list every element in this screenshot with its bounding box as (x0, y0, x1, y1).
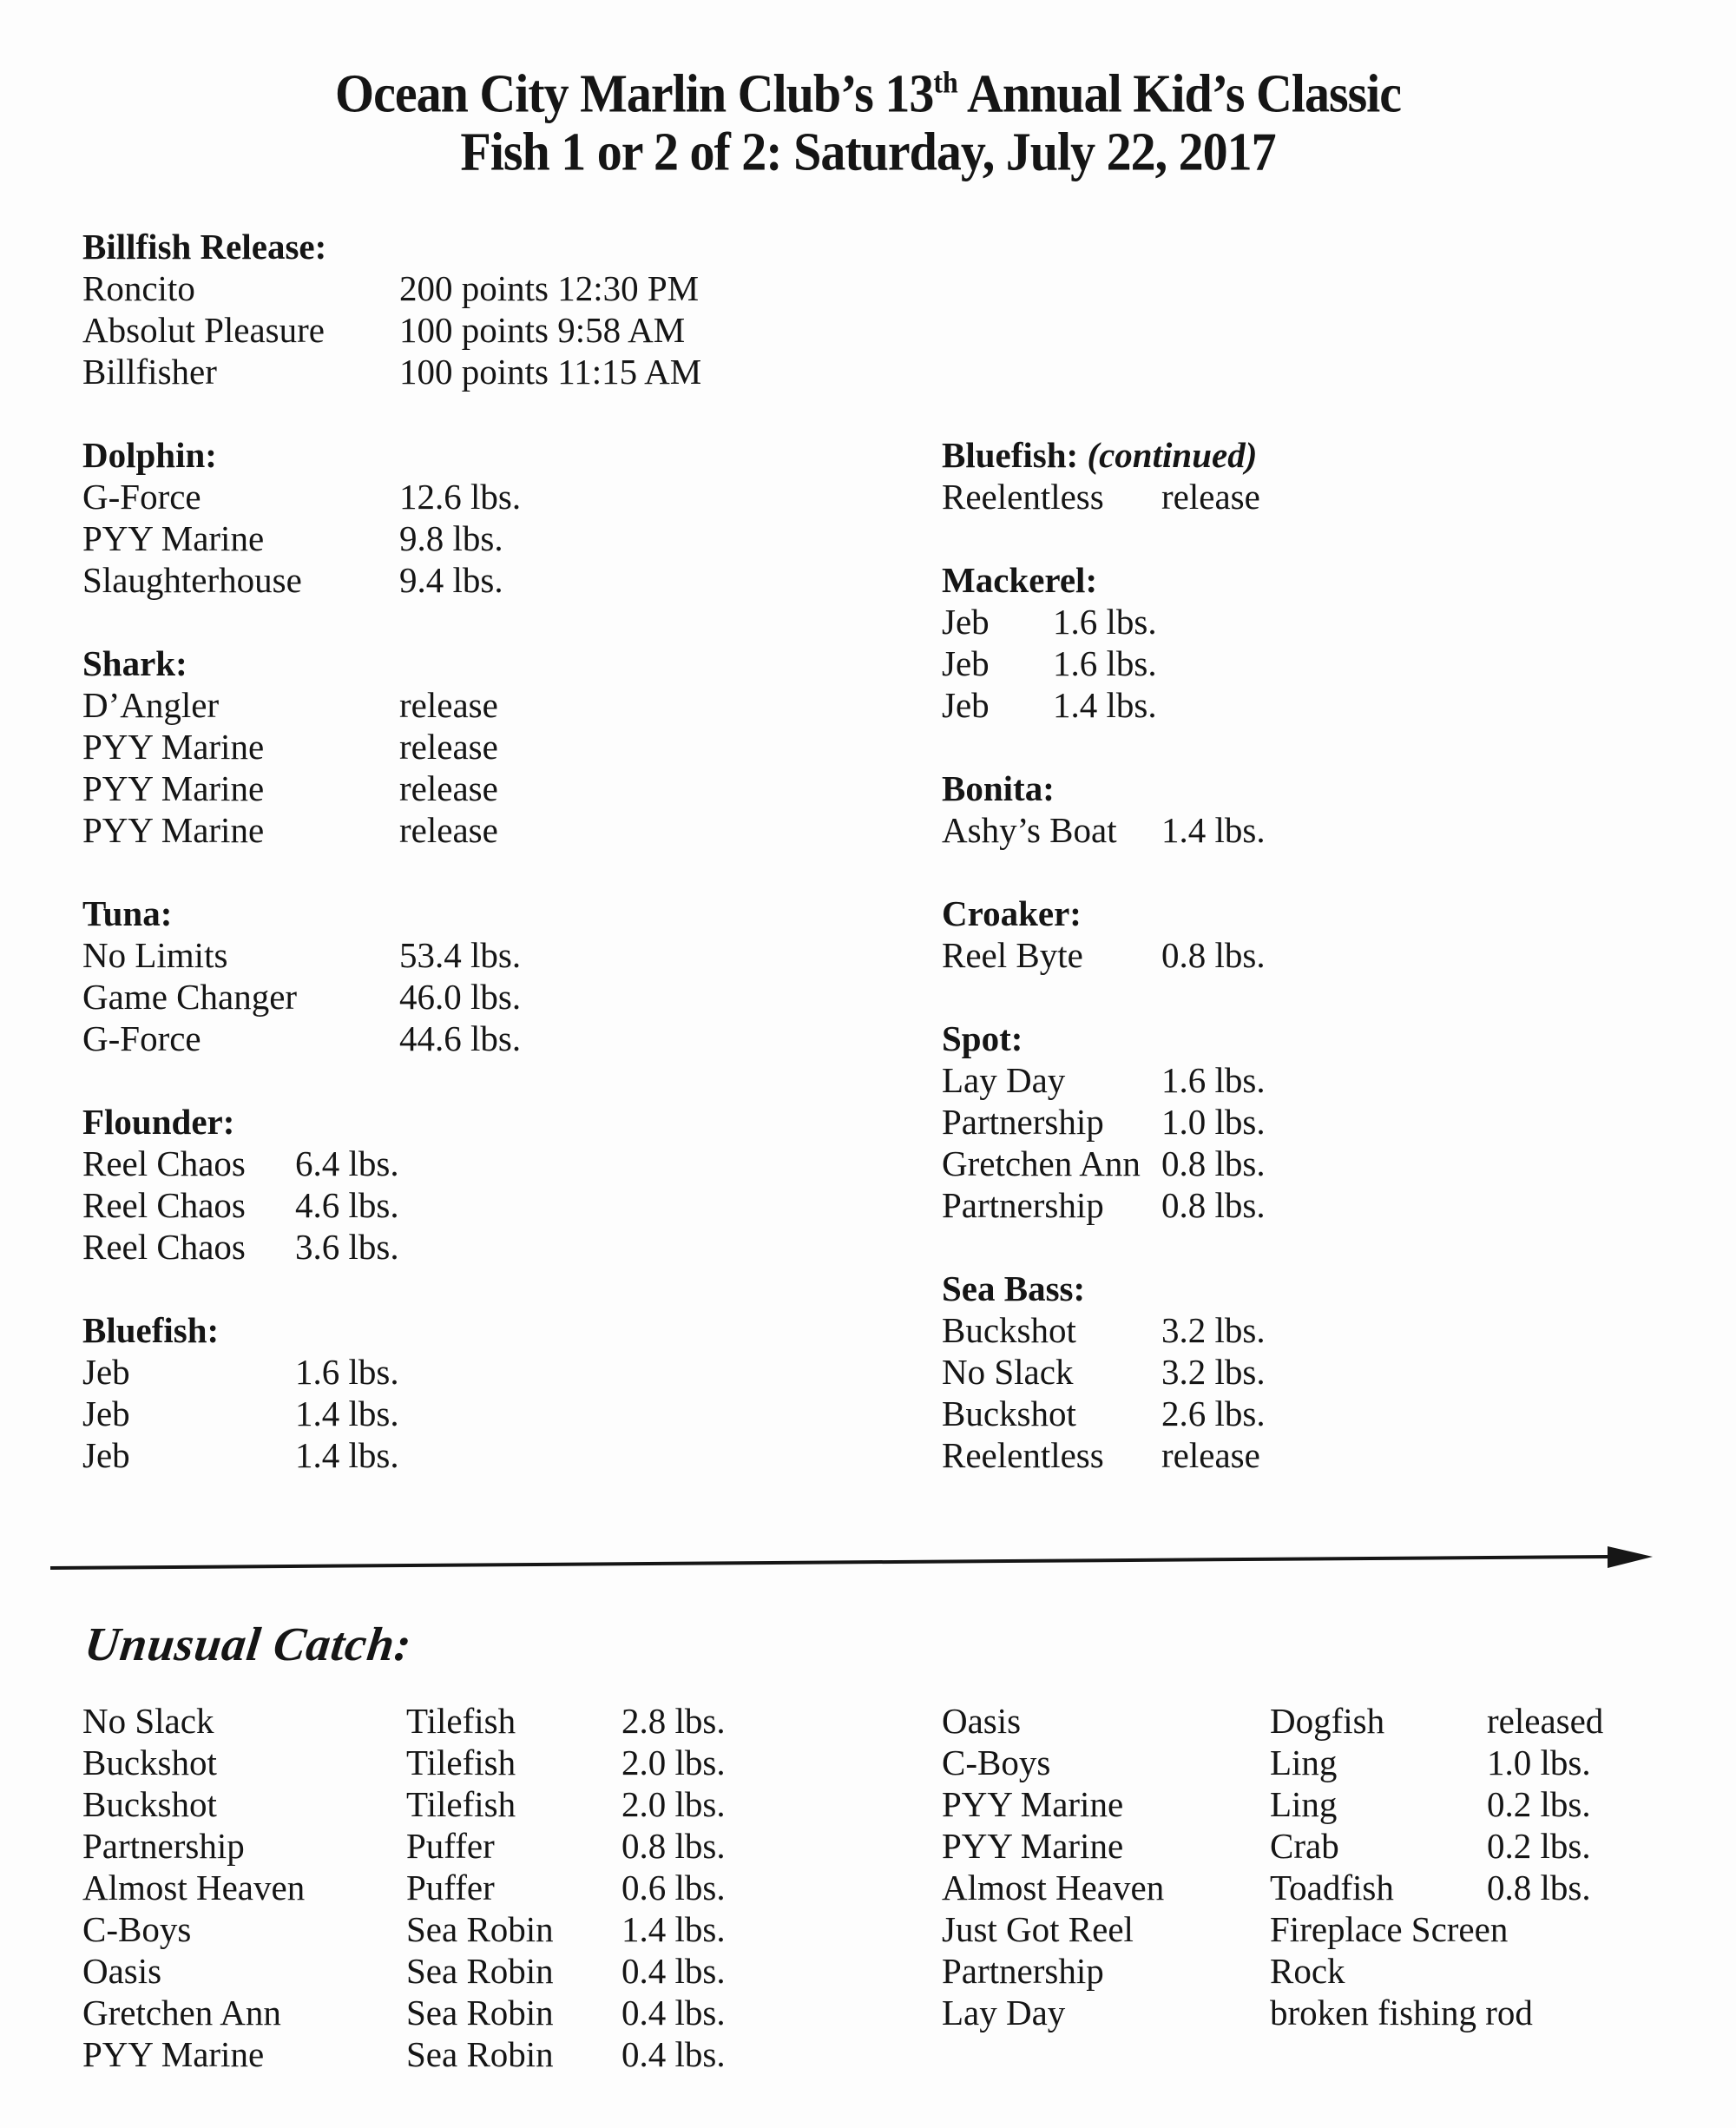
section-heading: Shark: (82, 643, 187, 683)
species-name: Puffer (406, 1826, 495, 1866)
result-value: 2.6 lbs. (1161, 1393, 1266, 1433)
boat-name: Lay Day (942, 1060, 1066, 1100)
species-name: Ling (1270, 1784, 1338, 1824)
section-bluefish (82, 1309, 898, 1476)
section-heading: Bluefish: (82, 1310, 220, 1350)
boat-name: Jeb (82, 1393, 130, 1433)
section-rows (82, 267, 898, 392)
boat-name: PYY Marine (82, 768, 265, 808)
section-rows (942, 809, 1706, 851)
section-heading: Sea Bass: (942, 1268, 1086, 1308)
result-value: 2.0 lbs. (621, 1784, 726, 1824)
result-value: 200 points 12:30 PM (399, 268, 700, 308)
boat-name: PYY Marine (942, 1784, 1124, 1824)
section-heading: Tuna: (82, 893, 173, 933)
species-name: Rock (1270, 1951, 1345, 1991)
result-value: 44.6 lbs. (399, 1018, 522, 1058)
result-row (942, 1101, 1706, 1143)
species-name: Sea Robin (406, 1951, 554, 1991)
boat-name: Oasis (942, 1701, 1022, 1741)
boat-name: Slaughterhouse (82, 560, 302, 600)
result-value: 3.6 lbs. (295, 1227, 399, 1267)
result-row (82, 726, 898, 768)
title-ordinal-suffix: th (933, 66, 958, 99)
section-sea-bass (942, 1268, 1706, 1476)
species-name: Puffer (406, 1868, 495, 1907)
result-row (82, 1226, 898, 1268)
section-heading: Croaker: (942, 893, 1082, 933)
boat-name: PYY Marine (82, 810, 265, 850)
result-row (82, 768, 898, 809)
result-value: 4.6 lbs. (295, 1185, 399, 1225)
unusual-catch-row (942, 1742, 1723, 1783)
species-name: Sea Robin (406, 2034, 554, 2074)
boat-name: Buckshot (942, 1310, 1076, 1350)
unusual-catch-table-right (942, 1700, 1723, 2033)
result-value: 2.8 lbs. (621, 1701, 726, 1741)
boat-name: Buckshot (942, 1393, 1076, 1433)
boat-name: Jeb (82, 1435, 130, 1475)
result-row (82, 267, 898, 309)
result-value: 0.4 lbs. (621, 1993, 726, 2032)
boat-name: No Slack (82, 1701, 214, 1741)
result-value: 46.0 lbs. (399, 977, 522, 1017)
boat-name: Ashy’s Boat (942, 810, 1117, 850)
continued-note: (continued) (1087, 435, 1258, 475)
result-row (942, 1434, 1706, 1476)
result-row (82, 517, 898, 559)
unusual-catch-row (82, 1950, 864, 1992)
boat-name: Reel Byte (942, 935, 1083, 975)
boat-name: Roncito (82, 268, 195, 308)
boat-name: Billfisher (82, 352, 217, 392)
result-row (82, 476, 898, 517)
result-value: 0.8 lbs. (1487, 1868, 1591, 1907)
boat-name: PYY Marine (82, 727, 265, 767)
boat-name: Partnership (942, 1102, 1104, 1142)
unusual-catch-row (82, 1867, 864, 1908)
section-heading: Mackerel: (942, 560, 1098, 600)
result-value: 1.6 lbs. (1053, 643, 1157, 683)
result-row (82, 684, 898, 726)
species-name: Tilefish (406, 1701, 516, 1741)
section-heading: Billfish Release: (82, 227, 327, 267)
result-value: 100 points 9:58 AM (399, 310, 686, 350)
boat-name: G-Force (82, 1018, 201, 1058)
results-column-right (942, 434, 1706, 1518)
species-name: Tilefish (406, 1784, 516, 1824)
boat-name: Gretchen Ann (942, 1143, 1141, 1183)
species-name: Ling (1270, 1743, 1338, 1782)
unusual-catch-row (942, 1867, 1723, 1908)
boat-name: Partnership (82, 1826, 245, 1866)
result-row (942, 1184, 1706, 1226)
divider-arrow (50, 1545, 1656, 1584)
unusual-catch-row (82, 2033, 864, 2075)
section-rows (942, 934, 1706, 976)
species-name: Dogfish (1270, 1701, 1385, 1741)
result-row (82, 309, 898, 351)
boat-name: PYY Marine (942, 1826, 1124, 1866)
section-rows (82, 1143, 898, 1268)
species-name: Tilefish (406, 1743, 516, 1782)
result-value: release (1161, 477, 1260, 517)
section-heading: Spot: (942, 1018, 1023, 1058)
boat-name: Game Changer (82, 977, 298, 1017)
boat-name: PYY Marine (82, 2034, 265, 2074)
section-rows (942, 1309, 1706, 1476)
section-mackerel (942, 559, 1706, 726)
species-name: Sea Robin (406, 1909, 554, 1949)
result-row (82, 1184, 898, 1226)
result-row (942, 1143, 1706, 1184)
unusual-catch-table-left (82, 1700, 864, 2075)
result-value: release (399, 768, 498, 808)
result-row (942, 476, 1706, 517)
section-bonita (942, 768, 1706, 851)
result-value: 53.4 lbs. (399, 935, 522, 975)
result-value: 0.4 lbs. (621, 2034, 726, 2074)
boat-name: Reel Chaos (82, 1227, 246, 1267)
result-value: 1.4 lbs. (621, 1909, 726, 1949)
boat-name: Gretchen Ann (82, 1993, 281, 2032)
result-value: 100 points 11:15 AM (399, 352, 702, 392)
section-rows (82, 1351, 898, 1476)
unusual-catch-row (942, 1992, 1723, 2033)
boat-name: Jeb (942, 685, 990, 725)
boat-name: Jeb (942, 643, 990, 683)
result-value: 2.0 lbs. (621, 1743, 726, 1782)
boat-name: Partnership (942, 1185, 1104, 1225)
boat-name: C-Boys (82, 1909, 192, 1949)
result-value: 1.6 lbs. (295, 1352, 399, 1392)
result-value: 1.4 lbs. (295, 1393, 399, 1433)
unusual-catch-row (82, 1700, 864, 1742)
result-value: 1.0 lbs. (1161, 1102, 1266, 1142)
result-row (942, 601, 1706, 642)
result-value: release (1161, 1435, 1260, 1475)
boat-name: Buckshot (82, 1784, 217, 1824)
result-row (82, 1434, 898, 1476)
result-value: 9.8 lbs. (399, 518, 503, 558)
section-croaker (942, 893, 1706, 976)
result-value: 6.4 lbs. (295, 1143, 399, 1183)
section-rows (942, 601, 1706, 726)
section-heading: Bonita: (942, 768, 1055, 808)
unusual-catch-row (82, 1783, 864, 1825)
result-row (942, 1351, 1706, 1393)
result-value: released (1487, 1701, 1604, 1741)
result-value: 0.8 lbs. (1161, 1143, 1266, 1183)
section-billfish-release (82, 226, 898, 392)
section-rows (82, 934, 898, 1059)
result-value: 0.8 lbs. (1161, 935, 1266, 975)
boat-name: Lay Day (942, 1993, 1066, 2032)
unusual-catch-row (942, 1950, 1723, 1992)
section-shark (82, 642, 898, 851)
section-rows (942, 476, 1706, 517)
results-column-left (82, 226, 898, 1518)
species-name: Toadfish (1270, 1868, 1394, 1907)
result-row (82, 1393, 898, 1434)
result-value: 0.6 lbs. (621, 1868, 726, 1907)
result-row (942, 1059, 1706, 1101)
boat-name: Just Got Reel (942, 1909, 1134, 1949)
result-value: 1.4 lbs. (1161, 810, 1266, 850)
result-row (942, 1393, 1706, 1434)
result-row (82, 809, 898, 851)
section-heading: Bluefish: (continued) (942, 435, 1258, 475)
boat-name: Reelentless (942, 477, 1104, 517)
section-flounder (82, 1101, 898, 1268)
boat-name: No Slack (942, 1352, 1074, 1392)
result-value: 3.2 lbs. (1161, 1310, 1266, 1350)
boat-name: Almost Heaven (82, 1868, 306, 1907)
boat-name: Jeb (942, 602, 990, 642)
unusual-catch-row (82, 1742, 864, 1783)
result-value: 0.2 lbs. (1487, 1826, 1591, 1866)
result-value: 0.2 lbs. (1487, 1784, 1591, 1824)
section-tuna (82, 893, 898, 1059)
result-value: 1.0 lbs. (1487, 1743, 1591, 1782)
boat-name: No Limits (82, 935, 228, 975)
section-rows (942, 1059, 1706, 1226)
unusual-catch-row (942, 1700, 1723, 1742)
result-row (942, 684, 1706, 726)
result-row (82, 559, 898, 601)
section-heading: Flounder: (82, 1102, 235, 1142)
result-row (942, 1309, 1706, 1351)
boat-name: Absolut Pleasure (82, 310, 325, 350)
boat-name: Reelentless (942, 1435, 1104, 1475)
unusual-catch-heading: Unusual Catch: (82, 1617, 416, 1670)
result-value: 1.4 lbs. (1053, 685, 1157, 725)
section-rows (82, 476, 898, 601)
result-row (82, 1018, 898, 1059)
result-row (942, 934, 1706, 976)
species-name: Fireplace Screen (1270, 1909, 1509, 1949)
result-row (82, 1351, 898, 1393)
result-value: 12.6 lbs. (399, 477, 522, 517)
result-row (82, 976, 898, 1018)
result-value: 0.8 lbs. (1161, 1185, 1266, 1225)
boat-name: Reel Chaos (82, 1143, 246, 1183)
boat-name: D’Angler (82, 685, 220, 725)
unusual-catch-row (82, 1825, 864, 1867)
unusual-catch-row (82, 1908, 864, 1950)
unusual-catch-row (942, 1908, 1723, 1950)
result-value: release (399, 685, 498, 725)
section-bluefish-continued (942, 434, 1706, 517)
right-arrow-icon (50, 1545, 1656, 1580)
unusual-catch-row (942, 1783, 1723, 1825)
result-value: 1.4 lbs. (295, 1435, 399, 1475)
section-spot (942, 1018, 1706, 1226)
result-value: 1.6 lbs. (1161, 1060, 1266, 1100)
result-row (82, 351, 898, 392)
boat-name: G-Force (82, 477, 201, 517)
boat-name: Partnership (942, 1951, 1104, 1991)
unusual-catch-row (942, 1825, 1723, 1867)
section-rows (82, 684, 898, 851)
result-row (942, 642, 1706, 684)
title-line-2: Fish 1 or 2 of 2: Saturday, July 22, 2017 (460, 121, 1276, 182)
species-name: Crab (1270, 1826, 1339, 1866)
species-name: broken fishing rod (1270, 1993, 1533, 2032)
boat-name: Oasis (82, 1951, 162, 1991)
result-value: 3.2 lbs. (1161, 1352, 1266, 1392)
boat-name: PYY Marine (82, 518, 265, 558)
page-title (0, 54, 1736, 181)
boat-name: Almost Heaven (942, 1868, 1165, 1907)
result-value: release (399, 810, 498, 850)
boat-name: Reel Chaos (82, 1185, 246, 1225)
result-value: 9.4 lbs. (399, 560, 503, 600)
unusual-catch-row (82, 1992, 864, 2033)
result-row (82, 934, 898, 976)
boat-name: C-Boys (942, 1743, 1051, 1782)
boat-name: Buckshot (82, 1743, 217, 1782)
result-row (942, 809, 1706, 851)
result-value: 0.4 lbs. (621, 1951, 726, 1991)
section-heading: Dolphin: (82, 435, 217, 475)
title-line-1: Ocean City Marlin Club’s 13th Annual Kid’s Classic (334, 63, 1402, 124)
boat-name: Jeb (82, 1352, 130, 1392)
result-row (82, 1143, 898, 1184)
species-name: Sea Robin (406, 1993, 554, 2032)
result-value: 1.6 lbs. (1053, 602, 1157, 642)
section-dolphin (82, 434, 898, 601)
result-value: release (399, 727, 498, 767)
result-value: 0.8 lbs. (621, 1826, 726, 1866)
